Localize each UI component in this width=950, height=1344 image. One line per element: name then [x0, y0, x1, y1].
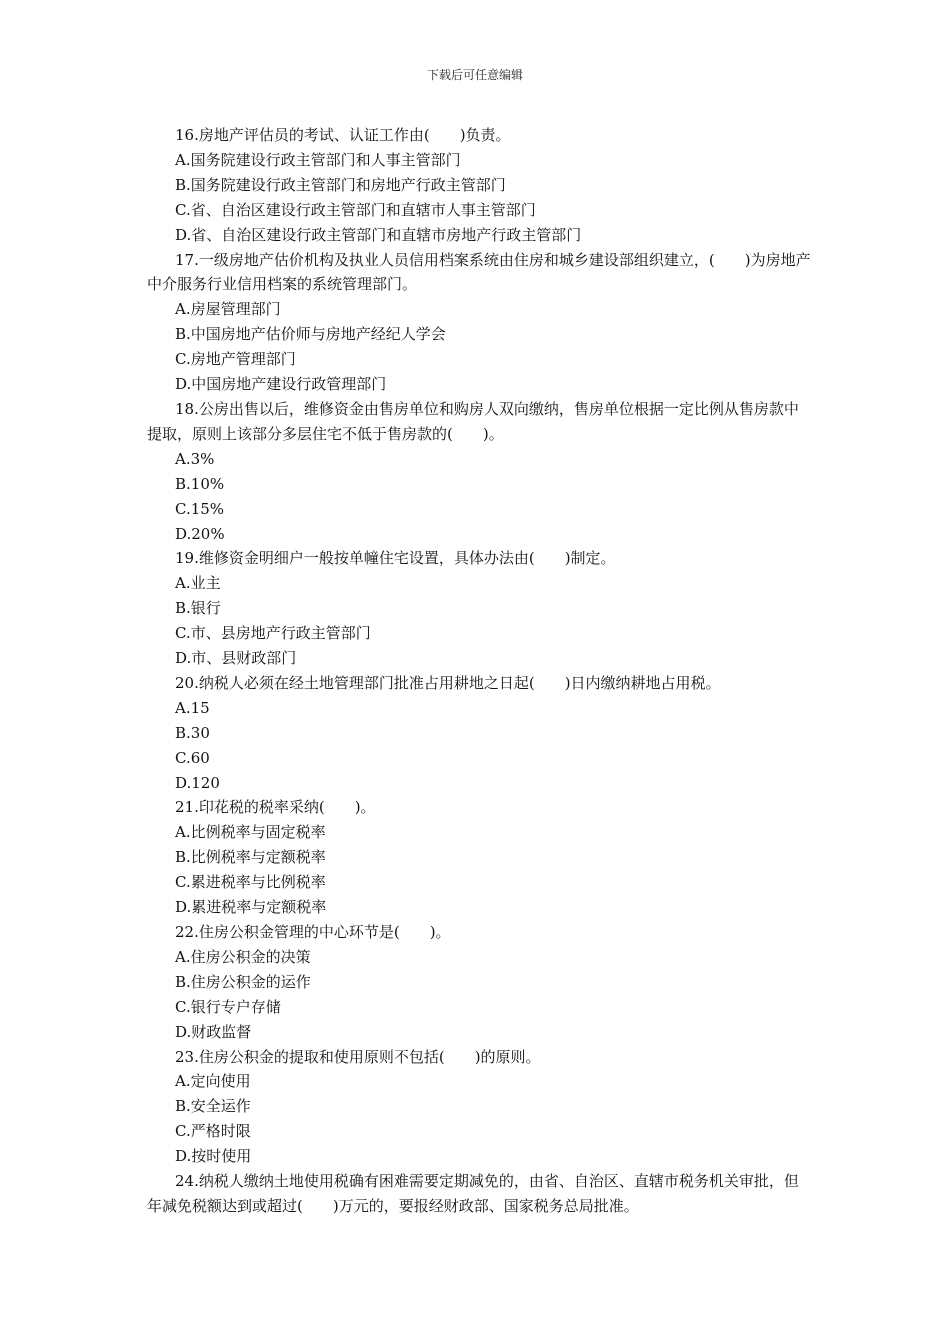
option-a: A.定向使用: [175, 1072, 251, 1091]
question-stem: 17.一级房地产估价机构及执业人员信用档案系统由住房和城乡建设部组织建立，( )为房地产中介服务行业信用档案的系统管理部门。: [147, 250, 811, 294]
question-18: [147, 397, 812, 546]
option-b: B.比例税率与定额税率: [175, 848, 326, 867]
question-19: [147, 546, 812, 671]
option-b: B.银行: [175, 599, 221, 618]
option-b: B.10%: [175, 474, 225, 493]
option-d: D.中国房地产建设行政管理部门: [175, 375, 387, 394]
question-24: [147, 1169, 812, 1219]
option-d: D.120: [175, 773, 220, 792]
option-c: C.累进税率与比例税率: [175, 873, 326, 892]
option-b: B.30: [175, 723, 210, 742]
page-header: 下载后可任意编辑: [426, 68, 523, 82]
question-16: [147, 123, 812, 248]
option-d: D.20%: [175, 524, 225, 543]
option-a: A.业主: [175, 574, 221, 593]
option-b: B.住房公积金的运作: [175, 972, 311, 991]
option-a: A.房屋管理部门: [175, 300, 281, 319]
question-21: [147, 795, 812, 920]
option-d: D.财政监督: [175, 1022, 252, 1041]
question-stem: 21.印花税的税率采纳( )。: [175, 798, 376, 817]
question-stem: 16.房地产评估员的考试、认证工作由( )负责。: [175, 126, 511, 144]
question-stem: 20.纳税人必须在经土地管理部门批准占用耕地之日起( )日内缴纳耕地占用税。: [175, 673, 721, 692]
option-c: C.银行专户存储: [175, 997, 281, 1016]
question-22: [147, 920, 812, 1045]
option-c: C.房地产管理部门: [175, 350, 296, 369]
question-20: [147, 671, 812, 796]
option-b: B.安全运作: [175, 1097, 251, 1116]
option-c: C.60: [175, 748, 210, 767]
question-stem: 18.公房出售以后，维修资金由售房单位和购房人双向缴纳，售房单位根据一定比例从售房款中提取，原则上该部分多层住宅不低于售房款的( )。: [147, 399, 799, 443]
option-c: C.严格时限: [175, 1122, 251, 1141]
option-b: B.国务院建设行政主管部门和房地产行政主管部门: [175, 175, 506, 194]
option-b: B.中国房地产估价师与房地产经纪人学会: [175, 325, 446, 344]
option-a: A.住房公积金的决策: [175, 947, 311, 966]
option-a: A.国务院建设行政主管部门和人事主管部门: [175, 150, 461, 169]
option-c: C.省、自治区建设行政主管部门和直辖市人事主管部门: [175, 200, 536, 219]
question-stem: 22.住房公积金管理的中心环节是( )。: [175, 923, 451, 941]
option-c: C.15%: [175, 499, 225, 518]
question-stem: 24.纳税人缴纳土地使用税确有困难需要定期减免的，由省、自治区、直辖市税务机关审批，但年减免税额达到或超过( )万元的，要报经财政部、国家税务总局批准。: [147, 1172, 799, 1215]
option-c: C.市、县房地产行政主管部门: [175, 624, 371, 643]
question-23: [147, 1045, 812, 1170]
question-stem: 19.维修资金明细户一般按单幢住宅设置，具体办法由( )制定。: [175, 549, 616, 568]
question-stem: 23.住房公积金的提取和使用原则不包括( )的原则。: [175, 1047, 541, 1066]
option-a: A.比例税率与固定税率: [175, 823, 326, 842]
question-list: [147, 123, 812, 1219]
option-d: D.按时使用: [175, 1147, 252, 1166]
option-d: D.省、自治区建设行政主管部门和直辖市房地产行政主管部门: [175, 225, 582, 244]
option-a: A.15: [175, 698, 210, 717]
option-d: D.市、县财政部门: [175, 649, 297, 668]
question-17: [147, 248, 812, 397]
option-a: A.3%: [175, 449, 215, 468]
option-d: D.累进税率与定额税率: [175, 898, 327, 917]
